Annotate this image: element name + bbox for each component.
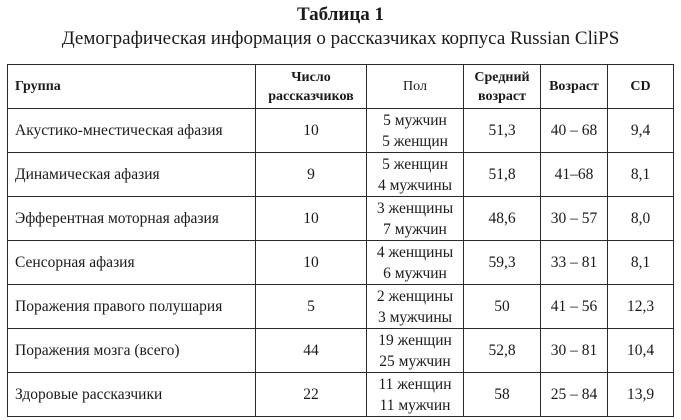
cell-group: Поражения мозга (всего) xyxy=(8,329,256,373)
header-mean-age-line2: возраст xyxy=(478,88,526,104)
cell-sex xyxy=(367,285,464,329)
cell-mean-age: 58 xyxy=(464,373,541,417)
cell-sex-line1: 4 женщины xyxy=(376,243,454,261)
table-title: Таблица 1 xyxy=(296,4,385,25)
cell-count: 10 xyxy=(256,241,367,285)
header-age: Возраст xyxy=(541,65,608,109)
cell-sex-line2: 11 мужчин xyxy=(379,396,451,414)
cell-sex xyxy=(367,197,464,241)
cell-sex-line2: 3 мужчины xyxy=(377,308,453,326)
cell-sex xyxy=(367,153,464,197)
cell-count: 10 xyxy=(256,197,367,241)
header-sd: CD xyxy=(608,65,674,109)
cell-sd: 8,0 xyxy=(608,197,674,241)
cell-sex-line1: 5 мужчин xyxy=(383,111,447,129)
cell-sd: 13,9 xyxy=(608,373,674,417)
cell-sex-line1: 3 женщины xyxy=(376,199,454,217)
header-mean-age xyxy=(464,65,541,109)
cell-count: 44 xyxy=(256,329,367,373)
cell-sd: 8,1 xyxy=(608,241,674,285)
cell-age-range: 41–68 xyxy=(541,153,608,197)
cell-sex-line2: 4 мужчины xyxy=(377,176,453,194)
cell-sex-line2: 25 мужчин xyxy=(379,352,451,370)
cell-group: Динамическая афазия xyxy=(8,153,256,197)
table-row xyxy=(8,197,674,241)
cell-sex xyxy=(367,241,464,285)
cell-age-range: 30 – 81 xyxy=(541,329,608,373)
cell-mean-age: 51,8 xyxy=(464,153,541,197)
table-row xyxy=(8,153,674,197)
table-header-row xyxy=(8,65,674,109)
cell-count: 10 xyxy=(256,109,367,153)
cell-count: 9 xyxy=(256,153,367,197)
cell-sex xyxy=(367,329,464,373)
cell-age-range: 40 – 68 xyxy=(541,109,608,153)
cell-count: 5 xyxy=(256,285,367,329)
cell-sex-line2: 5 женщин xyxy=(382,132,448,150)
cell-sd: 12,3 xyxy=(608,285,674,329)
cell-sd: 9,4 xyxy=(608,109,674,153)
cell-group: Здоровые рассказчики xyxy=(8,373,256,417)
cell-count: 22 xyxy=(256,373,367,417)
cell-sex-line1: 11 женщин xyxy=(378,375,452,393)
cell-sd: 10,4 xyxy=(608,329,674,373)
header-count-line2: рассказчиков xyxy=(268,88,354,104)
header-count-line1: Число xyxy=(291,69,331,85)
table-subtitle: Демографическая информация о рассказчиках корпуса Russian CliPS xyxy=(61,28,620,49)
demographics-table xyxy=(7,64,674,417)
cell-age-range: 30 – 57 xyxy=(541,197,608,241)
cell-group: Сенсорная афазия xyxy=(8,241,256,285)
cell-mean-age: 48,6 xyxy=(464,197,541,241)
table-row xyxy=(8,241,674,285)
cell-mean-age: 51,3 xyxy=(464,109,541,153)
table-row xyxy=(8,285,674,329)
cell-age-range: 41 – 56 xyxy=(541,285,608,329)
table-row xyxy=(8,109,674,153)
cell-age-range: 33 – 81 xyxy=(541,241,608,285)
cell-sex xyxy=(367,109,464,153)
cell-group: Акустико-мнестическая афазия xyxy=(8,109,256,153)
table-row xyxy=(8,373,674,417)
header-group: Группа xyxy=(8,65,256,109)
cell-sex-line1: 5 женщин xyxy=(382,155,448,173)
cell-mean-age: 59,3 xyxy=(464,241,541,285)
cell-age-range: 25 – 84 xyxy=(541,373,608,417)
cell-sex-line2: 7 мужчин xyxy=(383,220,447,238)
cell-sex-line1: 19 женщин xyxy=(378,331,452,349)
cell-sex xyxy=(367,373,464,417)
cell-mean-age: 52,8 xyxy=(464,329,541,373)
cell-sex-line2: 6 мужчин xyxy=(383,264,447,282)
header-mean-age-line1: Средний xyxy=(474,69,530,85)
cell-sd: 8,1 xyxy=(608,153,674,197)
cell-sex-line1: 2 женщины xyxy=(376,287,454,305)
header-sex: Пол xyxy=(367,65,464,109)
cell-group: Эфферентная моторная афазия xyxy=(8,197,256,241)
cell-mean-age: 50 xyxy=(464,285,541,329)
table-row xyxy=(8,329,674,373)
cell-group: Поражения правого полушария xyxy=(8,285,256,329)
header-count xyxy=(256,65,367,109)
